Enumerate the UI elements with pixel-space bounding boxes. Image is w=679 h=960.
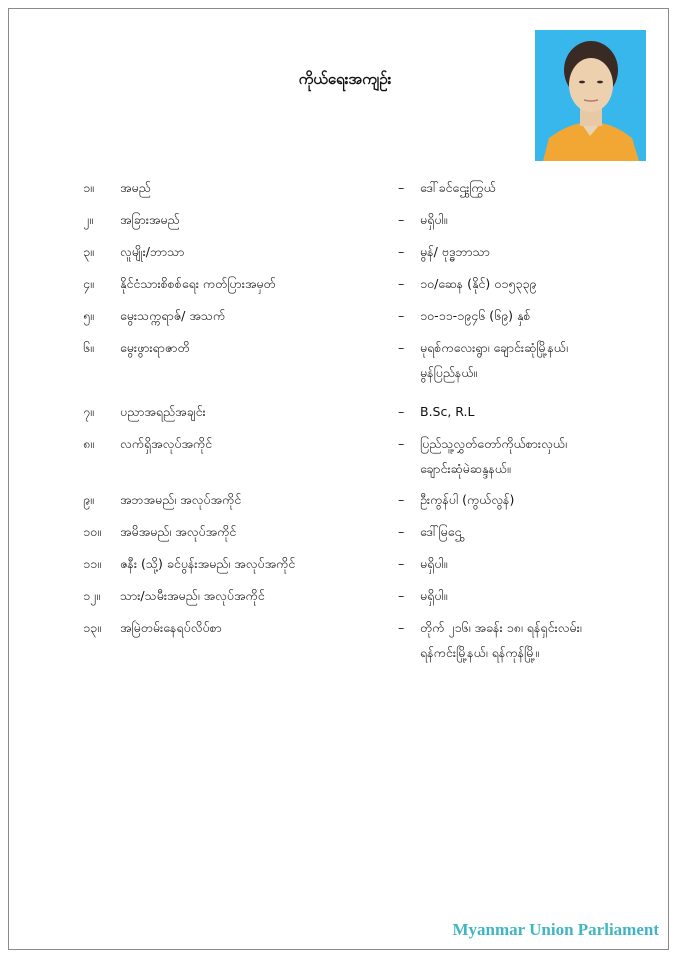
row-dash: – bbox=[398, 340, 405, 355]
page-title: ကိုယ်ရေးအကျဉ်း bbox=[298, 70, 392, 88]
row-dash: – bbox=[398, 436, 405, 451]
info-row bbox=[0, 492, 679, 516]
row-label: အမိအမည်၊ အလုပ်အကိုင် bbox=[120, 524, 237, 539]
row-label: ဇနီး (သို့) ခင်ပွန်းအမည်၊ အလုပ်အကိုင် bbox=[120, 556, 296, 571]
info-row bbox=[0, 556, 679, 580]
row-dash: – bbox=[398, 180, 405, 195]
row-dash: – bbox=[398, 212, 405, 227]
info-row bbox=[0, 244, 679, 268]
row-dash: – bbox=[398, 244, 405, 259]
row-number: ၄။ bbox=[83, 276, 94, 291]
row-dash: – bbox=[398, 620, 405, 635]
row-dash: – bbox=[398, 556, 405, 571]
info-row bbox=[0, 524, 679, 548]
row-label: မွေးဖွားရာဇာတိ bbox=[120, 340, 190, 355]
row-label: အခြားအမည် bbox=[120, 212, 180, 227]
row-value: B.Sc, R.L bbox=[420, 404, 475, 419]
row-label: အမြဲတမ်းနေရပ်လိပ်စာ bbox=[120, 620, 222, 635]
footer-watermark: Myanmar Union Parliament bbox=[452, 920, 659, 939]
info-row bbox=[0, 436, 679, 476]
row-value: မုရစ်ကလေးရွာ၊ ချောင်းဆုံမြို့နယ်၊ bbox=[420, 340, 568, 355]
row-value: ၁၀-၁၁-၁၉၄၆ (၆၉) နှစ် bbox=[420, 308, 531, 323]
row-label: နိုင်ငံသားစိစစ်ရေး ကတ်ပြားအမှတ် bbox=[120, 276, 276, 291]
row-number: ၁၂။ bbox=[83, 588, 100, 603]
row-value: မွန်/ ဗုဒ္ဓဘာသာ bbox=[420, 244, 490, 259]
row-label: ပညာအရည်အချင်း bbox=[120, 404, 206, 419]
row-value: မရှိပါ။ bbox=[420, 588, 448, 603]
row-dash: – bbox=[398, 276, 405, 291]
row-number: ၈။ bbox=[83, 436, 94, 451]
row-value-continued: မွန်ပြည်နယ်။ bbox=[420, 365, 478, 380]
row-value: ပြည်သူ့လွှတ်တော်ကိုယ်စားလှယ်၊ bbox=[420, 436, 567, 451]
info-row bbox=[0, 588, 679, 612]
info-row bbox=[0, 308, 679, 332]
row-value: ဦးကွန်ပါ (ကွယ်လွန်) bbox=[420, 492, 515, 507]
info-row bbox=[0, 404, 679, 428]
row-number: ၁၃။ bbox=[83, 620, 101, 635]
row-number: ၆။ bbox=[83, 340, 94, 355]
row-label: သား/သမီးအမည်၊ အလုပ်အကိုင် bbox=[120, 588, 265, 603]
row-number: ၂။ bbox=[83, 212, 93, 227]
info-row bbox=[0, 180, 679, 204]
row-dash: – bbox=[398, 404, 405, 419]
row-dash: – bbox=[398, 308, 405, 323]
row-dash: – bbox=[398, 588, 405, 603]
portrait-photo bbox=[535, 30, 646, 161]
row-number: ၁၁။ bbox=[83, 556, 101, 571]
row-number: ၁။ bbox=[83, 180, 94, 195]
row-value: တိုက် ၂၁၆၊ အခန်း ၁၈၊ ရန်ရှင်းလမ်း၊ bbox=[420, 620, 582, 635]
row-label: လူမျိုး/ဘာသာ bbox=[120, 244, 185, 259]
row-value-continued: ရန်ကင်းမြို့နယ်၊ ရန်ကုန်မြို့။ bbox=[420, 645, 540, 660]
info-row bbox=[0, 212, 679, 236]
row-value: မရှိပါ။ bbox=[420, 212, 448, 227]
row-label: မွေးသက္ကရာဇ်/ အသက် bbox=[120, 308, 226, 323]
row-label: အဘအမည်၊ အလုပ်အကိုင် bbox=[120, 492, 242, 507]
row-value-continued: ချောင်းဆုံမဲဆန္ဒနယ်။ bbox=[420, 461, 511, 476]
row-value: ၁၀/ဆေန (နိုင်) ၀၁၅၃၃၉ bbox=[420, 276, 537, 291]
row-value: ဒေါ်ခင်ဌွေးကြွယ် bbox=[420, 180, 496, 195]
row-number: ၇။ bbox=[83, 404, 94, 419]
row-number: ၁၀။ bbox=[83, 524, 101, 539]
row-dash: – bbox=[398, 524, 405, 539]
info-row bbox=[0, 276, 679, 300]
row-label: အမည် bbox=[120, 180, 151, 195]
row-number: ၉။ bbox=[83, 492, 94, 507]
row-value: ဒေါ်မြဌွေ bbox=[420, 524, 462, 539]
info-row bbox=[0, 620, 679, 660]
row-number: ၅။ bbox=[83, 308, 94, 323]
info-row bbox=[0, 340, 679, 380]
row-dash: – bbox=[398, 492, 405, 507]
row-label: လက်ရှိအလုပ်အကိုင် bbox=[120, 436, 213, 451]
row-value: မရှိပါ။ bbox=[420, 556, 448, 571]
row-number: ၃။ bbox=[83, 244, 94, 259]
